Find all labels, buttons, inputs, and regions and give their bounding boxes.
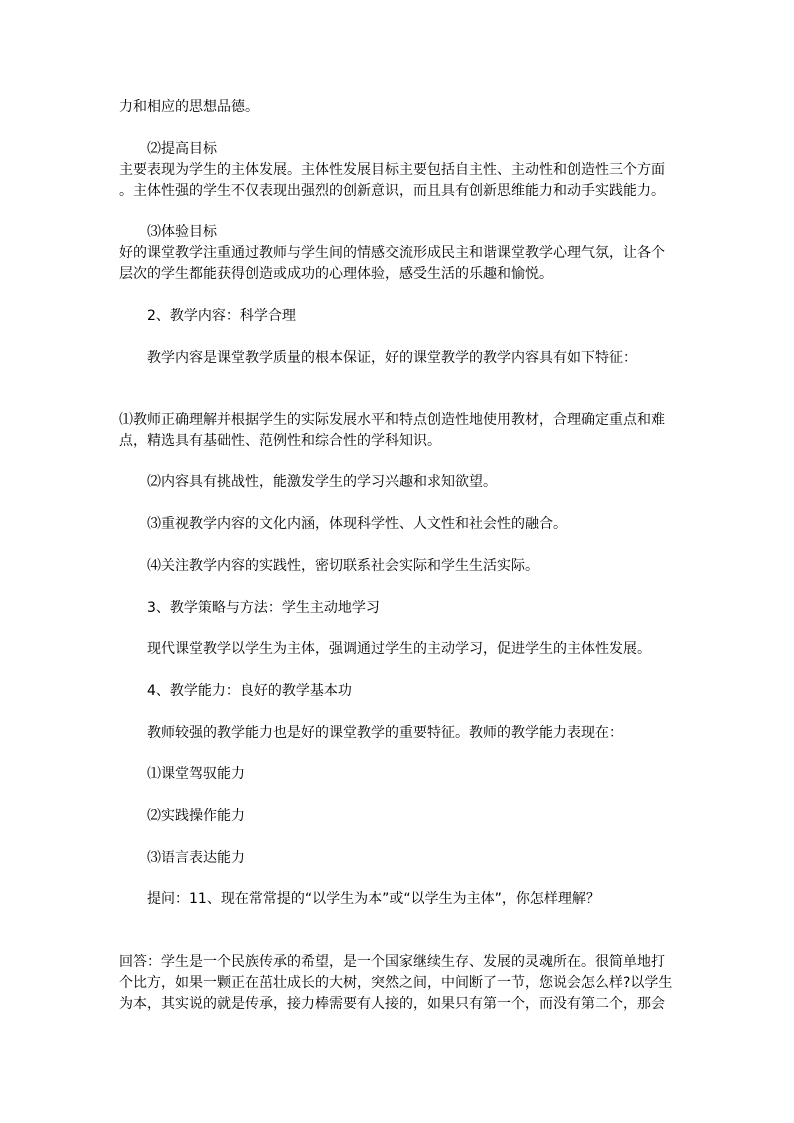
- section-heading: ⑶体验目标: [147, 224, 217, 240]
- question-line: 提问：11、现在常常提的“以学生为本”或“以学生为主体”，你怎样理解？: [147, 891, 600, 907]
- list-item: ⑴教师正确理解并根据学生的实际发展水平和特点创造性地使用教材，合理确定重点和难: [119, 412, 665, 428]
- text-line: 点，精选具有基础性、范例性和综合性的学科知识。: [119, 433, 441, 449]
- text-line: 层次的学生都能获得创造或成功的心理体验，感受生活的乐趣和愉悦。: [119, 266, 553, 282]
- text-line: 教师较强的教学能力也是好的课堂教学的重要特征。教师的教学能力表现在：: [147, 725, 623, 741]
- answer-line: 个比方，如果一颗正在茁壮成长的大树，突然之间，中间断了一节，您说会怎么样?以学生: [119, 975, 673, 991]
- section-heading: 2、教学内容：科学合理: [147, 308, 296, 324]
- list-item: ⑵内容具有挑战性，能激发学生的学习兴趣和求知欲望。: [147, 474, 497, 490]
- list-item: ⑴课堂驾驭能力: [147, 766, 245, 782]
- section-heading: 4、教学能力：良好的教学基本功: [147, 683, 352, 699]
- section-heading: ⑵提高目标: [147, 141, 217, 157]
- answer-line: 为本，其实说的就是传承，接力棒需要有人接的，如果只有第一个，而没有第二个，那会: [119, 996, 665, 1012]
- text-line: 主要表现为学生的主体发展。主体性发展目标主要包括自主性、主动性和创造性三个方面: [119, 162, 665, 178]
- text-line: 好的课堂教学注重通过教师与学生间的情感交流形成民主和谐课堂教学心理气氛，让各个: [119, 245, 665, 261]
- text-line: 。主体性强的学生不仅表现出强烈的创新意识，而且具有创新思维能力和动手实践能力。: [119, 183, 665, 199]
- text-line: 教学内容是课堂教学质量的根本保证，好的课堂教学的教学内容具有如下特征：: [147, 350, 637, 366]
- text-line: 力和相应的思想品德。: [119, 99, 259, 115]
- text-line: 现代课堂教学以学生为主体，强调通过学生的主动学习，促进学生的主体性发展。: [147, 641, 651, 657]
- list-item: ⑶语言表达能力: [147, 850, 245, 866]
- list-item: ⑵实践操作能力: [147, 808, 245, 824]
- section-heading: 3、教学策略与方法：学生主动地学习: [147, 600, 380, 616]
- answer-line: 回答：学生是一个民族传承的希望，是一个国家继续生存、发展的灵魂所在。很简单地打: [119, 954, 665, 970]
- list-item: ⑶重视教学内容的文化内涵，体现科学性、人文性和社会性的融合。: [147, 516, 567, 532]
- list-item: ⑷关注教学内容的实践性，密切联系社会实际和学生生活实际。: [147, 558, 539, 574]
